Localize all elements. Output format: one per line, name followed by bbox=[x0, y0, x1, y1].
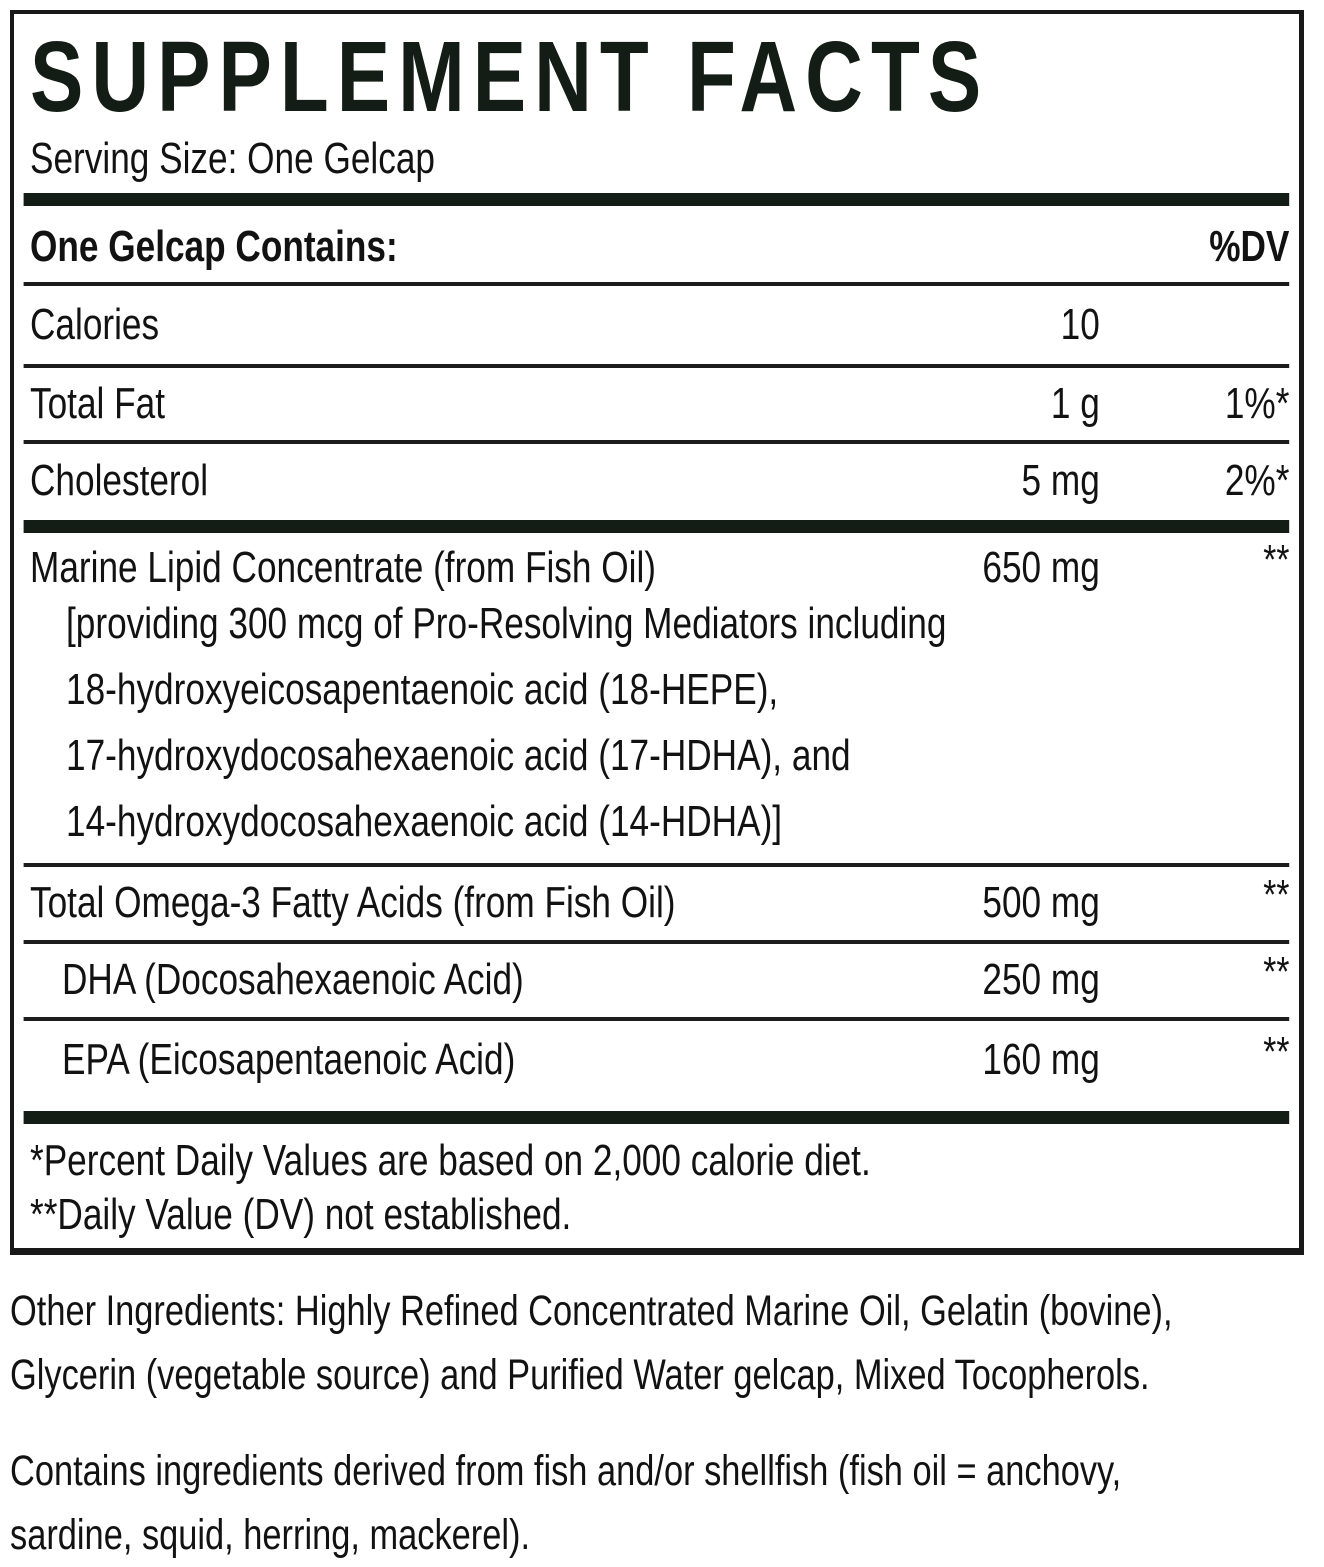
nutrient-dv: 1%* bbox=[1224, 379, 1290, 428]
panel-title: SUPPLEMENT FACTS bbox=[30, 21, 990, 133]
detail-line: 14-hydroxydocosahexaenoic acid (14-HDHA)] bbox=[66, 797, 783, 846]
allergen-statement bbox=[10, 1439, 1324, 1567]
nutrient-dv: 2%* bbox=[1224, 456, 1290, 505]
nutrient-label: Total Fat bbox=[30, 379, 165, 428]
divider-thick bbox=[24, 1111, 1290, 1124]
serving-size: Serving Size: One Gelcap bbox=[30, 134, 436, 183]
table-row-total-omega3 bbox=[24, 867, 1290, 940]
table-header-row bbox=[24, 206, 1290, 282]
other-ingredients-line: Other Ingredients: Highly Refined Concentrated Marine Oil, Gelatin (bovine), bbox=[10, 1287, 1173, 1335]
table-row-marine-lipid bbox=[24, 533, 1290, 863]
nutrient-dv: ** bbox=[1263, 1028, 1290, 1075]
nutrient-label: DHA (Docosahexaenoic Acid) bbox=[62, 955, 524, 1004]
nutrient-dv: ** bbox=[1263, 948, 1290, 995]
nutrient-label: Cholesterol bbox=[30, 456, 209, 505]
nutrient-amount: 5 mg bbox=[1021, 456, 1100, 505]
detail-line: [providing 300 mcg of Pro-Resolving Mediators including bbox=[66, 599, 947, 648]
detail-line: 17-hydroxydocosahexaenoic acid (17-HDHA), and bbox=[66, 731, 851, 780]
table-row-calories bbox=[24, 286, 1290, 364]
allergen-statement-line: Contains ingredients derived from fish and/or shellfish (fish oil = anchovy, bbox=[10, 1447, 1122, 1495]
label-bottom-text bbox=[10, 1279, 1324, 1567]
nutrient-label: Calories bbox=[30, 300, 160, 349]
table-row-cholesterol bbox=[24, 444, 1290, 520]
nutrient-label: Total Omega-3 Fatty Acids (from Fish Oil) bbox=[30, 878, 676, 927]
contains-label: One Gelcap Contains: bbox=[30, 222, 398, 271]
allergen-statement-line: sardine, squid, herring, mackerel). bbox=[10, 1511, 531, 1559]
nutrient-dv: ** bbox=[1263, 871, 1290, 918]
nutrient-label: Marine Lipid Concentrate (from Fish Oil) bbox=[30, 543, 656, 592]
nutrient-dv: ** bbox=[1263, 536, 1290, 583]
nutrient-amount: 10 bbox=[1060, 300, 1100, 349]
supplement-facts-panel bbox=[10, 10, 1304, 1255]
detail-line: 18-hydroxyeicosapentaenoic acid (18-HEPE), bbox=[66, 665, 779, 714]
divider-thick bbox=[24, 193, 1290, 206]
nutrient-amount: 650 mg bbox=[982, 543, 1100, 592]
dv-column-header: %DV bbox=[1209, 222, 1290, 271]
nutrient-amount: 500 mg bbox=[982, 878, 1100, 927]
other-ingredients-line: Glycerin (vegetable source) and Purified Water gelcap, Mixed Tocopherols. bbox=[10, 1351, 1150, 1399]
other-ingredients bbox=[10, 1279, 1324, 1407]
nutrient-amount: 250 mg bbox=[982, 955, 1100, 1004]
nutrient-label: EPA (Eicosapentaenoic Acid) bbox=[62, 1035, 516, 1084]
nutrient-details bbox=[24, 591, 1290, 855]
table-row-dha bbox=[24, 944, 1290, 1017]
footnote-percent-dv: *Percent Daily Values are based on 2,000 calorie diet. bbox=[30, 1136, 871, 1185]
nutrient-amount: 1 g bbox=[1050, 379, 1100, 428]
nutrient-amount: 160 mg bbox=[982, 1035, 1100, 1084]
footnote-dv-not-established: **Daily Value (DV) not established. bbox=[30, 1190, 572, 1239]
table-row-total-fat bbox=[24, 368, 1290, 440]
table-row-epa bbox=[24, 1021, 1290, 1111]
divider-thick bbox=[24, 520, 1290, 533]
footnotes bbox=[24, 1124, 1290, 1248]
